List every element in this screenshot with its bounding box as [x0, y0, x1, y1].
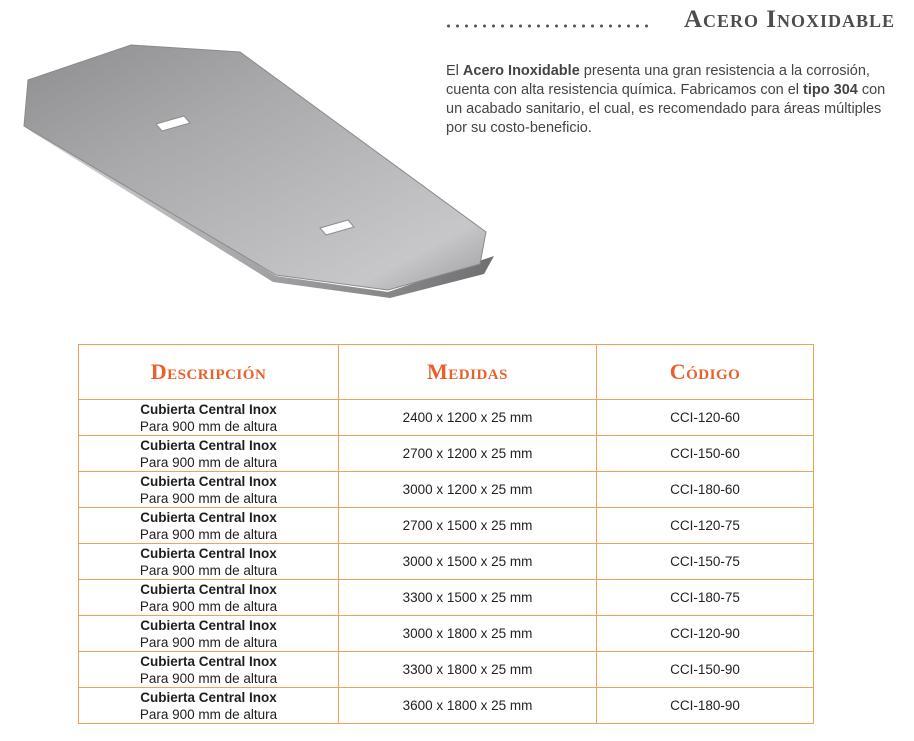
product-name: Cubierta Central Inox	[140, 653, 277, 669]
cell-description	[79, 580, 339, 616]
product-name: Cubierta Central Inox	[140, 689, 277, 705]
section-header	[440, 6, 895, 38]
cell-description	[79, 544, 339, 580]
cell-measures: 3000 x 1800 x 25 mm	[339, 616, 597, 652]
table-row	[79, 580, 814, 616]
intro-text: presenta una gran resistencia a la corrosión, cuenta con alta resistencia química. Fabricamos con el	[446, 63, 870, 98]
cell-code: CCI-150-75	[597, 544, 814, 580]
product-subtitle: Para 900 mm de altura	[139, 634, 278, 650]
cell-measures: 3300 x 1500 x 25 mm	[339, 580, 597, 616]
product-subtitle: Para 900 mm de altura	[139, 490, 278, 506]
column-header-code: Código	[597, 345, 814, 400]
cell-code: CCI-180-60	[597, 472, 814, 508]
table-row	[79, 472, 814, 508]
cell-code: CCI-120-75	[597, 508, 814, 544]
table-row	[79, 544, 814, 580]
intro-paragraph	[446, 62, 898, 138]
product-table	[78, 344, 814, 724]
cell-measures: 2700 x 1500 x 25 mm	[339, 508, 597, 544]
product-subtitle: Para 900 mm de altura	[139, 418, 278, 434]
table-row	[79, 436, 814, 472]
table-row	[79, 652, 814, 688]
table-header-row	[79, 345, 814, 400]
cell-description	[79, 616, 339, 652]
product-name: Cubierta Central Inox	[140, 473, 277, 489]
cell-description	[79, 652, 339, 688]
product-subtitle: Para 900 mm de altura	[139, 562, 278, 578]
stainless-plate-image	[18, 40, 508, 310]
table-row	[79, 616, 814, 652]
product-subtitle: Para 900 mm de altura	[139, 526, 278, 542]
cell-code: CCI-150-90	[597, 652, 814, 688]
product-name: Cubierta Central Inox	[140, 437, 277, 453]
product-name: Cubierta Central Inox	[140, 401, 277, 417]
cell-measures: 3000 x 1500 x 25 mm	[339, 544, 597, 580]
cell-description	[79, 436, 339, 472]
intro-text: con un acabado sanitario, el cual, es recomendado para áreas múltiples por su costo-beneficio.	[446, 82, 886, 136]
cell-code: CCI-150-60	[597, 436, 814, 472]
product-name: Cubierta Central Inox	[140, 545, 277, 561]
cell-measures: 3600 x 1800 x 25 mm	[339, 688, 597, 724]
intro-bold-material: Acero Inoxidable	[462, 63, 580, 79]
cell-description	[79, 508, 339, 544]
product-subtitle: Para 900 mm de altura	[139, 670, 278, 686]
product-name: Cubierta Central Inox	[140, 581, 277, 597]
cell-measures: 2400 x 1200 x 25 mm	[339, 400, 597, 436]
product-name: Cubierta Central Inox	[140, 617, 277, 633]
page-title: Acero Inoxidable	[683, 6, 895, 33]
intro-bold-type: tipo 304	[803, 82, 858, 98]
cell-code: CCI-120-60	[597, 400, 814, 436]
cell-measures: 3300 x 1800 x 25 mm	[339, 652, 597, 688]
cell-code: CCI-180-90	[597, 688, 814, 724]
cell-measures: 2700 x 1200 x 25 mm	[339, 436, 597, 472]
product-subtitle: Para 900 mm de altura	[139, 706, 278, 722]
cell-measures: 3000 x 1200 x 25 mm	[339, 472, 597, 508]
cell-description	[79, 472, 339, 508]
cell-code: CCI-120-90	[597, 616, 814, 652]
product-subtitle: Para 900 mm de altura	[139, 598, 278, 614]
plate-surface	[24, 45, 486, 290]
cell-description	[79, 400, 339, 436]
table-row	[79, 400, 814, 436]
table-row	[79, 508, 814, 544]
product-name: Cubierta Central Inox	[140, 509, 277, 525]
intro-text: El	[446, 63, 463, 79]
cell-code: CCI-180-75	[597, 580, 814, 616]
column-header-description: Descripción	[79, 345, 339, 400]
table-row	[79, 688, 814, 724]
column-header-measures: Medidas	[339, 345, 597, 400]
cell-description	[79, 688, 339, 724]
dotted-rule	[444, 24, 654, 28]
product-subtitle: Para 900 mm de altura	[139, 454, 278, 470]
